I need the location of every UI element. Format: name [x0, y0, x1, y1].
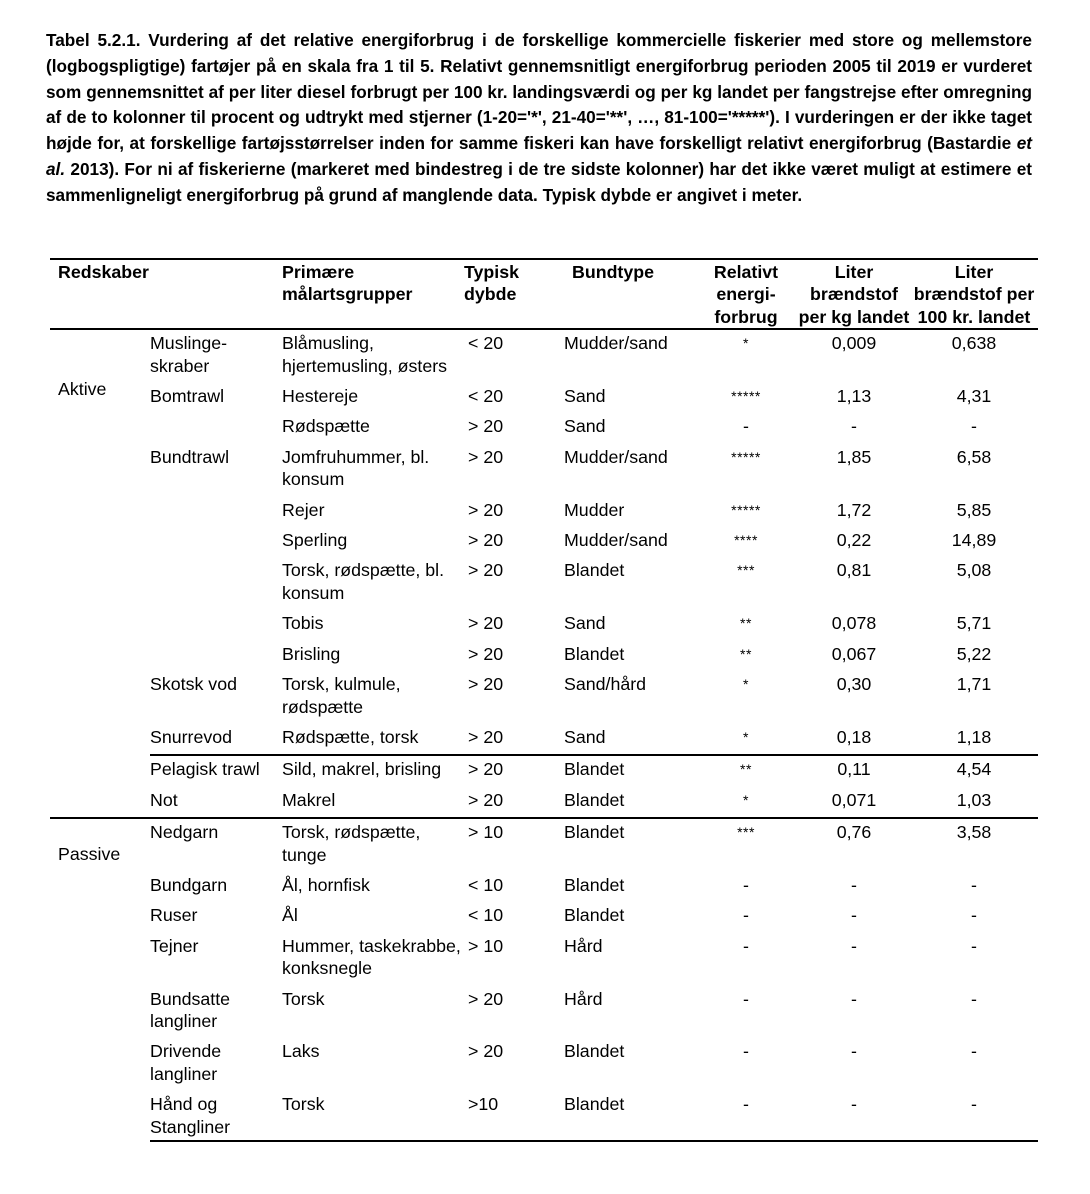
table-row — [50, 1091, 1038, 1141]
table-row — [50, 413, 1038, 443]
energy-cell: ** — [740, 615, 752, 632]
species-cell: Hestereje — [282, 386, 359, 407]
caption-text-2: 2013). For ni af fiskerierne (markeret med bindestreg i de tre sidste kolonner) har det ikke været muligt at estimere et sammenligneligt energiforbrug på grund af manglende data. Typisk dybde er angivet i meter. — [46, 158, 1032, 205]
per-kg-cell: - — [851, 935, 857, 956]
species-cell: Laks — [282, 1041, 320, 1062]
table-caption — [46, 28, 1032, 209]
energy-table — [50, 258, 1038, 1142]
species-cell: Ål, hornfisk — [282, 874, 370, 895]
species-cell: Blåmusling, hjertemusling, østers — [282, 333, 448, 376]
table-row — [50, 527, 1038, 557]
energy-cell: ** — [694, 755, 798, 786]
table-row — [50, 787, 1038, 818]
bottom-cell: Mudder — [564, 499, 625, 520]
species-cell: Tobis — [282, 613, 324, 634]
caption-etal: et al. — [46, 133, 1032, 179]
bottom-cell: Blandet — [564, 1041, 625, 1062]
gear-cell — [150, 527, 282, 557]
energy-cell: * — [743, 335, 749, 352]
per-kg-cell: - — [851, 874, 857, 895]
table-header-row — [50, 259, 1038, 329]
gear-cell: Snurrevod — [150, 726, 233, 747]
per-kg-cell: 1,13 — [836, 386, 872, 407]
energy-cell: ***** — [731, 501, 761, 518]
gear-cell: Pelagisk trawl — [150, 755, 282, 786]
header-species: Primære målartsgrupper — [282, 259, 462, 329]
bottom-cell: Blandet — [558, 1091, 694, 1141]
species-cell: Rødspætte — [282, 416, 370, 437]
species-cell: Sperling — [282, 530, 348, 551]
gear-cell: Bundgarn — [150, 874, 228, 895]
table-row — [50, 724, 1038, 755]
table-row — [50, 818, 1038, 872]
table-row — [50, 933, 1038, 986]
per-100-cell: - — [910, 1091, 1038, 1141]
table-row — [50, 444, 1038, 497]
bottom-cell: Blandet — [564, 560, 625, 581]
gear-cell: Nedgarn — [150, 818, 282, 872]
gear-cell: Not — [150, 789, 178, 810]
depth-cell: > 20 — [462, 755, 558, 786]
species-cell: Ål — [282, 905, 298, 926]
per-100-cell: 0,638 — [951, 333, 997, 354]
depth-cell: > 20 — [468, 416, 504, 437]
depth-cell: > 10 — [462, 818, 558, 872]
energy-cell: - — [743, 416, 749, 437]
energy-cell: - — [694, 1091, 798, 1141]
depth-cell: < 10 — [468, 905, 504, 926]
depth-cell: < 20 — [468, 386, 504, 407]
depth-cell: > 20 — [468, 499, 504, 520]
energy-cell: * — [743, 728, 749, 745]
species-cell: Makrel — [282, 789, 336, 810]
table-row — [50, 329, 1038, 383]
bottom-cell: Blandet — [558, 755, 694, 786]
table-row — [50, 902, 1038, 932]
depth-cell: > 20 — [468, 674, 504, 695]
per-100-cell: 5,71 — [956, 613, 992, 634]
species-cell: Hummer, taskekrabbe, konksnegle — [282, 935, 461, 979]
bottom-cell: Hård — [564, 988, 603, 1009]
header-per-100: Liter brændstof per 100 kr. landet — [910, 259, 1038, 329]
bottom-cell: Sand/hård — [564, 674, 647, 695]
per-kg-cell: 0,22 — [836, 530, 872, 551]
gear-cell — [150, 641, 282, 671]
gear-cell: Skotsk vod — [150, 674, 237, 695]
species-cell: Torsk, rødspætte, tunge — [282, 818, 462, 872]
bottom-cell: Mudder/sand — [564, 333, 668, 354]
gear-cell — [150, 610, 282, 640]
per-kg-cell: 0,067 — [831, 643, 877, 664]
species-cell: Brisling — [282, 643, 341, 664]
table-row — [50, 1038, 1038, 1091]
gear-cell: Drivende langliner — [150, 1041, 222, 1084]
species-cell: Jomfruhummer, bl. konsum — [282, 446, 430, 490]
bottom-cell: Mudder/sand — [564, 530, 668, 551]
gear-cell: Ruser — [150, 905, 198, 926]
per-kg-cell: 0,76 — [798, 818, 910, 872]
gear-cell: Bundtrawl — [150, 446, 230, 467]
species-cell: Torsk — [282, 988, 325, 1009]
per-100-cell: 14,89 — [951, 530, 997, 551]
energy-cell: ***** — [731, 388, 761, 405]
energy-table-container — [50, 258, 1038, 1142]
energy-cell: *** — [694, 818, 798, 872]
per-kg-cell: - — [851, 416, 857, 437]
bottom-cell: Mudder/sand — [564, 446, 668, 467]
depth-cell: > 20 — [468, 446, 504, 467]
energy-cell: - — [743, 1041, 749, 1062]
table-row — [50, 557, 1038, 610]
energy-cell: *** — [737, 562, 755, 579]
per-100-cell: 1,71 — [956, 674, 992, 695]
depth-cell: > 20 — [468, 560, 504, 581]
per-100-cell: 6,58 — [956, 446, 992, 467]
table-row — [50, 872, 1038, 902]
bottom-cell: Hård — [564, 935, 603, 956]
per-100-cell: - — [971, 1041, 977, 1062]
table-row — [50, 497, 1038, 527]
header-gear: Redskaber — [50, 259, 282, 329]
species-cell: Torsk, kulmule, rødspætte — [282, 674, 401, 717]
per-100-cell: - — [971, 935, 977, 956]
header-bottom: Bundtype — [558, 259, 694, 329]
gear-cell — [150, 557, 282, 610]
caption-text-1: Tabel 5.2.1. Vurdering af det relative energiforbrug i de forskellige kommercielle fiskerier med store og mellemstore (logbogspligtige) fartøjer på en skala fra 1 til 5. Relativt gennemsnitligt energiforbrug perioden 2005 til 2019 er vurderet som gennemsnittet af per liter diesel forbrugt per 100 kr. landingsværdi og per kg landet per fangstrejse efter omregning af de to kolonner til procent og udtrykt med stjerner (1-20='*', 21-40='**', …, 81-100='*****'). I vurderingen er der ikke taget højde for, at forskellige fartøjsstørrelser inden for samme fiskeri kan have forskelligt relativt energiforbrug (Bastardie — [46, 30, 1032, 154]
energy-cell: ** — [740, 645, 752, 662]
energy-cell: * — [743, 791, 749, 808]
depth-cell: >10 — [462, 1091, 558, 1141]
per-kg-cell: - — [851, 988, 857, 1009]
energy-cell: - — [743, 905, 749, 926]
table-row — [50, 383, 1038, 413]
per-kg-cell: - — [851, 1041, 857, 1062]
per-100-cell: 5,22 — [956, 643, 992, 664]
species-cell: Rødspætte, torsk — [282, 726, 419, 747]
bottom-cell: Blandet — [564, 789, 625, 810]
species-cell: Torsk, rødspætte, bl. konsum — [282, 560, 445, 603]
gear-cell: Hånd og Stangliner — [150, 1091, 282, 1141]
per-kg-cell: 0,078 — [831, 613, 877, 634]
per-100-cell: 5,85 — [956, 499, 992, 520]
header-energy: Relativt energi-forbrug — [694, 259, 798, 329]
bottom-cell: Blandet — [558, 818, 694, 872]
depth-cell: < 10 — [468, 874, 504, 895]
per-100-cell: 3,58 — [910, 818, 1038, 872]
per-100-cell: - — [971, 416, 977, 437]
gear-cell: Muslinge-skraber — [150, 333, 228, 376]
per-kg-cell: 0,11 — [798, 755, 910, 786]
species-cell: Torsk — [282, 1091, 462, 1141]
gear-cell: Bundsatte langliner — [150, 988, 231, 1031]
header-per-kg: Liter brændstof per kg landet — [798, 259, 910, 329]
depth-cell: > 20 — [468, 726, 504, 747]
energy-cell: ***** — [731, 448, 761, 465]
depth-cell: > 20 — [468, 530, 504, 551]
depth-cell: > 10 — [468, 935, 504, 956]
energy-cell: - — [743, 874, 749, 895]
per-100-cell: - — [971, 905, 977, 926]
per-kg-cell: 0,18 — [836, 726, 872, 747]
per-100-cell: - — [971, 874, 977, 895]
per-kg-cell: 0,009 — [831, 333, 877, 354]
species-cell: Sild, makrel, brisling — [282, 755, 462, 786]
header-depth: Typisk dybde — [462, 259, 558, 329]
group-label-passive: Passive — [50, 818, 150, 1141]
per-kg-cell: - — [851, 905, 857, 926]
species-cell: Rejer — [282, 499, 325, 520]
gear-cell: Bomtrawl — [150, 386, 225, 407]
bottom-cell: Sand — [564, 613, 606, 634]
gear-cell: Tejner — [150, 935, 199, 956]
per-kg-cell: 1,72 — [836, 499, 872, 520]
energy-cell: **** — [734, 532, 758, 549]
per-kg-cell: 1,85 — [836, 446, 872, 467]
energy-cell: * — [743, 676, 749, 693]
per-100-cell: 5,08 — [956, 560, 992, 581]
table-row — [50, 986, 1038, 1039]
depth-cell: > 20 — [468, 789, 504, 810]
energy-cell: - — [743, 988, 749, 1009]
depth-cell: > 20 — [468, 613, 504, 634]
gear-cell — [150, 413, 282, 443]
depth-cell: > 20 — [468, 1041, 504, 1062]
per-kg-cell: 0,30 — [836, 674, 872, 695]
per-100-cell: 4,31 — [956, 386, 992, 407]
group-label-active: Aktive — [58, 379, 107, 400]
depth-cell: > 20 — [468, 988, 504, 1009]
depth-cell: < 20 — [468, 333, 504, 354]
bottom-cell: Blandet — [564, 643, 625, 664]
bottom-cell: Sand — [564, 386, 606, 407]
bottom-cell: Sand — [564, 726, 606, 747]
per-kg-cell: - — [798, 1091, 910, 1141]
energy-cell: - — [743, 935, 749, 956]
per-kg-cell: 0,071 — [831, 789, 877, 810]
per-100-cell: 4,54 — [910, 755, 1038, 786]
per-kg-cell: 0,81 — [836, 560, 872, 581]
bottom-cell: Blandet — [564, 905, 625, 926]
depth-cell: > 20 — [468, 643, 504, 664]
bottom-cell: Blandet — [564, 874, 625, 895]
gear-cell — [150, 497, 282, 527]
per-100-cell: - — [971, 988, 977, 1009]
bottom-cell: Sand — [564, 416, 606, 437]
per-100-cell: 1,18 — [956, 726, 992, 747]
table-row — [50, 755, 1038, 786]
table-row — [50, 671, 1038, 724]
table-row — [50, 610, 1038, 640]
per-100-cell: 1,03 — [956, 789, 992, 810]
table-row — [50, 641, 1038, 671]
